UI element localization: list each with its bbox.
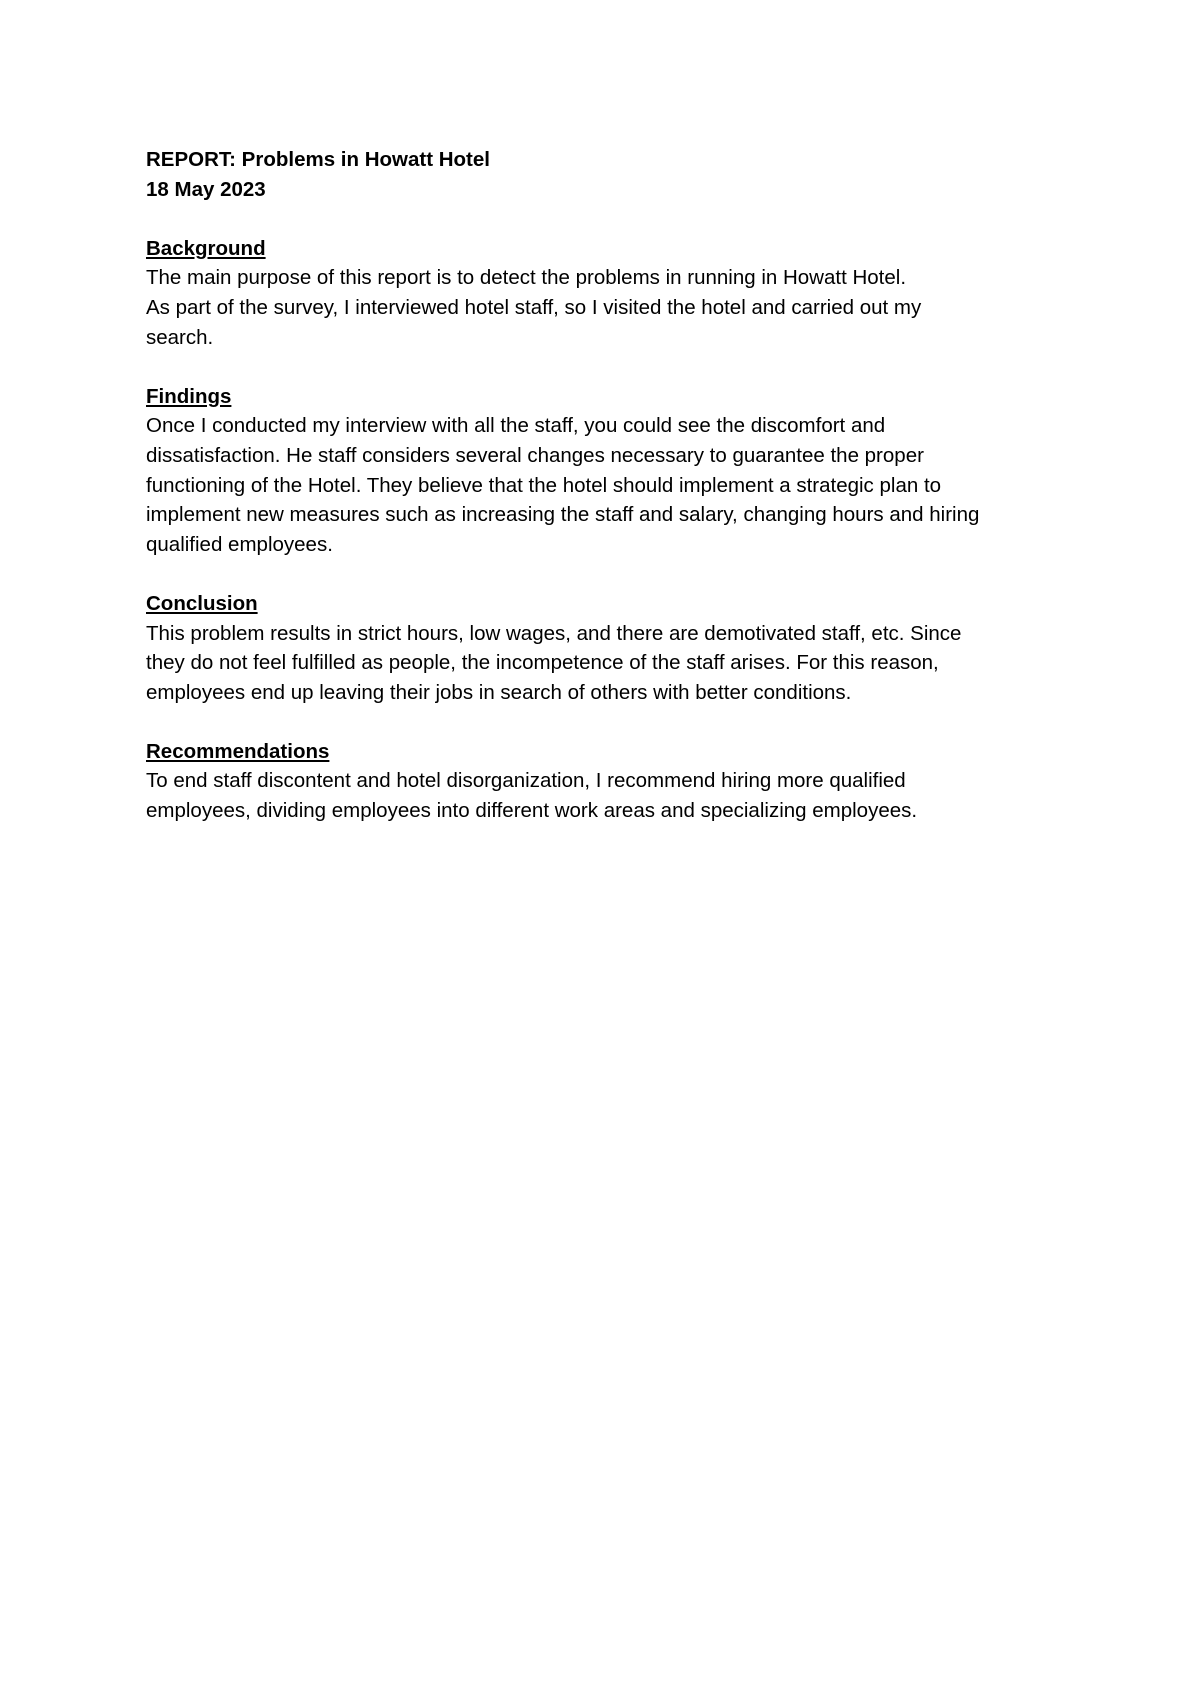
paragraph-line: As part of the survey, I interviewed hotel staff, so I visited the hotel and carried out my xyxy=(146,295,922,319)
paragraph-line: implement new measures such as increasing the staff and salary, changing hours and hiring xyxy=(146,503,980,527)
section-heading: Findings xyxy=(146,384,232,408)
paragraph-line: they do not feel fulfilled as people, the incompetence of the staff arises. For this reason, xyxy=(146,651,939,675)
paragraph-line: dissatisfaction. He staff considers several changes necessary to guarantee the proper xyxy=(146,443,924,467)
paragraph-line: search. xyxy=(146,325,214,349)
section-recommendations xyxy=(146,737,1066,826)
section-background xyxy=(146,234,1066,352)
document-page xyxy=(146,145,1066,826)
section-heading: Background xyxy=(146,236,266,260)
paragraph-line: functioning of the Hotel. They believe that the hotel should implement a strategic plan to xyxy=(146,473,942,497)
report-date: 18 May 2023 xyxy=(146,177,266,201)
paragraph-line: employees end up leaving their jobs in search of others with better conditions. xyxy=(146,680,852,704)
paragraph-line: Once I conducted my interview with all the staff, you could see the discomfort and xyxy=(146,414,886,438)
paragraph-line: qualified employees. xyxy=(146,532,333,556)
paragraph-line: employees, dividing employees into different work areas and specializing employees. xyxy=(146,799,918,823)
section-heading: Conclusion xyxy=(146,591,258,615)
report-title: REPORT: Problems in Howatt Hotel xyxy=(146,148,490,171)
section-heading: Recommendations xyxy=(146,739,330,763)
paragraph-line: This problem results in strict hours, low wages, and there are demotivated staff, etc. Since xyxy=(146,621,962,645)
section-findings xyxy=(146,382,1066,560)
paragraph-line: To end staff discontent and hotel disorganization, I recommend hiring more qualified xyxy=(146,769,906,793)
paragraph-line: The main purpose of this report is to detect the problems in running in Howatt Hotel. xyxy=(146,266,907,290)
section-conclusion xyxy=(146,589,1066,707)
